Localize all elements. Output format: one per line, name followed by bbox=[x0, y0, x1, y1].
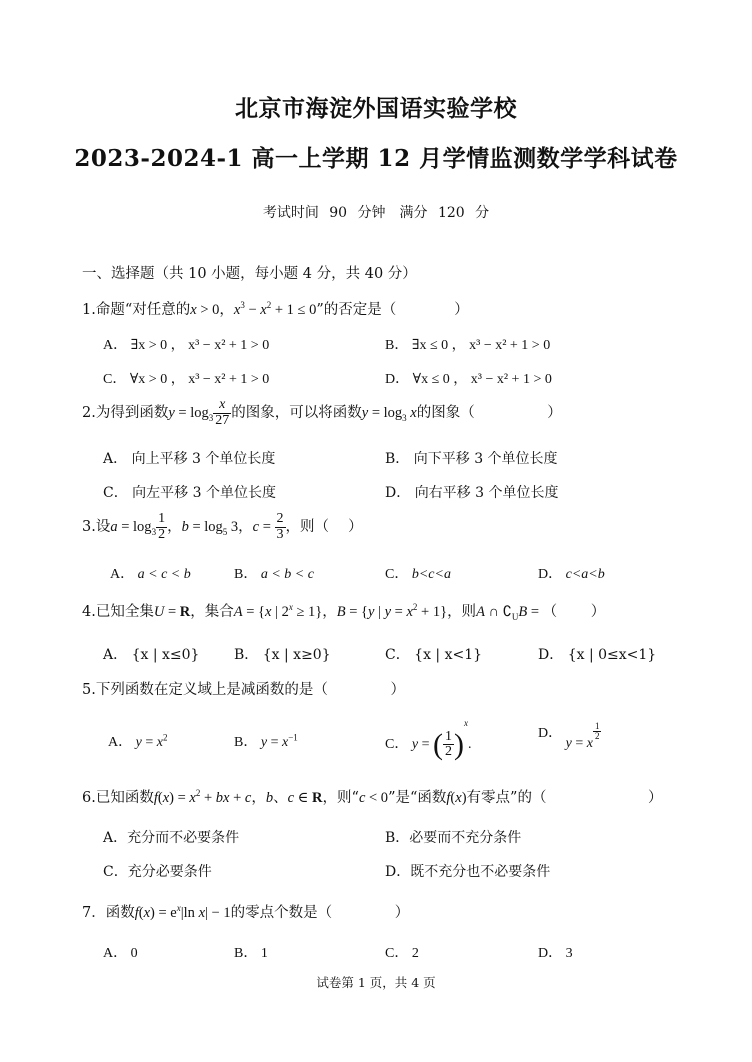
q1-option-c: C． ∀x > 0 ， x³ − x² + 1 > 0 bbox=[103, 372, 270, 387]
q2-option-b: B． 向下平移 3 个单位长度 bbox=[385, 451, 558, 467]
exam-title: 2023-2024-1 高一上学期 12 月学情监测数学学科试卷 bbox=[74, 145, 678, 172]
q7-option-d: D． 3 bbox=[538, 946, 573, 961]
exam-meta: 考试时间 90 分钟 满分 120 分 bbox=[262, 205, 490, 221]
q4-option-d: D． {x | 0≤x<1} bbox=[538, 647, 657, 663]
q4-option-c: C． {x | x<1} bbox=[385, 647, 483, 663]
q1-option-a: A． ∃x > 0 ， x³ − x² + 1 > 0 bbox=[103, 338, 270, 353]
question-7: 7．函数$f(x) = e^x|\ln$ x| − 1的零点个数是（ ） bbox=[82, 903, 410, 921]
q3-option-d: D． c<a<b bbox=[538, 567, 605, 582]
question-1: 1.命题“对任意的x > 0，$x^3 - x^2 + 1 \le 0$”的否定是（ ） bbox=[82, 300, 469, 318]
q7-option-b: B． 1 bbox=[234, 946, 268, 961]
q6-option-a: A．充分而不必要条件 bbox=[103, 830, 240, 846]
q4-option-a: A． {x | x≤0} bbox=[103, 647, 200, 663]
question-5: 5.下列函数在定义域上是减函数的是（ ） bbox=[82, 682, 405, 698]
q6-option-d: D．既不充分也不必要条件 bbox=[385, 864, 551, 880]
q3-option-b: B． a < b < c bbox=[234, 567, 314, 582]
q1-option-d: D． ∀x ≤ 0 ， x³ − x² + 1 > 0 bbox=[385, 372, 552, 387]
q3-option-a: A． a < c < b bbox=[110, 567, 191, 582]
q1-option-b: B． ∃x ≤ 0 ， x³ − x² + 1 > 0 bbox=[385, 338, 551, 353]
q2-option-c: C． 向左平移 3 个单位长度 bbox=[103, 485, 276, 501]
q2-option-a: A． 向上平移 3 个单位长度 bbox=[103, 451, 276, 467]
question-2: 2.为得到函数$y = \log_3$ $\frac{x}{27}$ 的图象，可以将函数$y = \log_3 x$的图象（ ） bbox=[82, 397, 562, 428]
section-heading: 一、选择题（共 10 小题，每小题 4 分，共 40 分） bbox=[82, 266, 417, 282]
question-4: 4.已知全集U = R，集合A = {x | $2^x \ge 1$}，B = {y | $y = x^2 + 1$}，则A ∩ $∁_UB$ = （ ） bbox=[82, 602, 606, 622]
q1-stem-suffix: ”的否定是（ ） bbox=[316, 302, 469, 318]
school-name: 北京市海淀外国语实验学校 bbox=[235, 95, 517, 122]
q6-option-c: C．充分必要条件 bbox=[103, 864, 212, 880]
q1-stem-prefix: 1.命题“对任意的 bbox=[82, 302, 191, 318]
q6-option-b: B．必要而不充分条件 bbox=[385, 830, 522, 846]
q5-option-c: C． y = ( $\frac{1}{2}$ )$^x$. bbox=[385, 718, 472, 761]
q5-option-b: B． $y = x^{-1}$ bbox=[234, 732, 298, 750]
page-footer: 试卷第 1 页，共 4 页 bbox=[316, 975, 436, 990]
q3-option-c: C． b<c<a bbox=[385, 567, 451, 582]
q7-option-c: C． 2 bbox=[385, 946, 419, 961]
q2-option-d: D． 向右平移 3 个单位长度 bbox=[385, 485, 559, 501]
q1-stem-mid: ， bbox=[219, 302, 234, 318]
question-3: 3.设$a = \log_3$ $\frac{1}{2}$ ，$b = \log_5 3$，c = $\frac{2}{3}$ ，则（ ） bbox=[82, 511, 363, 542]
question-6: 6.已知函数$f(x) = x^2$ + bx + c，b、c ∈ R，则“c < 0”是“函数f(x)有零点”的（ ） bbox=[82, 788, 663, 806]
q7-option-a: A． 0 bbox=[103, 946, 138, 961]
q5-option-a: A． $y = x^2$ bbox=[108, 732, 168, 750]
q5-option-d: D． y = x $\frac{1}{2}$ bbox=[538, 720, 600, 751]
q4-option-b: B． {x | x≥0} bbox=[234, 647, 331, 663]
